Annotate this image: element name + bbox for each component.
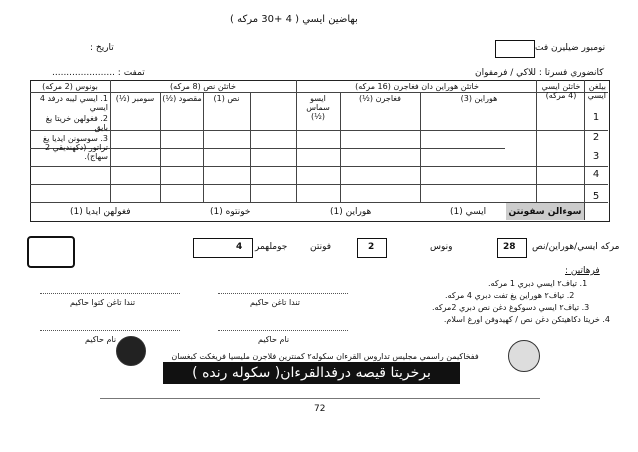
signature-line bbox=[218, 293, 348, 294]
name-line bbox=[40, 330, 180, 331]
banner: برخريتا قيصه درفدالقرءان( سکوله رنده ) bbox=[163, 362, 460, 384]
signature-label-2: تندا تاغن حاکيم bbox=[250, 298, 301, 307]
note-item: 4. خريتا دکاهيتکن دغن نص / کهيدوفن اورغ اسلام. bbox=[443, 315, 610, 324]
class-label: کانضوري فسرتا : للاکي / فرمفوان bbox=[475, 68, 604, 78]
emblem-right-icon bbox=[508, 340, 540, 372]
total-value: 28 bbox=[503, 242, 516, 252]
signature-label-1: تندا تاغن کتوا حاکيم bbox=[70, 298, 136, 307]
bonus-label: فونتن bbox=[310, 242, 332, 252]
footer-label: سوءالن سفونتن bbox=[508, 207, 582, 217]
header-nas: خاتئن نص (8 مرکه) bbox=[170, 82, 236, 91]
empty-total-box[interactable] bbox=[27, 236, 75, 268]
header-ayat: خاتئن ايسي (4 مرکه) bbox=[541, 82, 581, 100]
header-isi: ايسو سماس (½) bbox=[306, 94, 330, 121]
name-label-2: نام حاکيم bbox=[258, 335, 290, 344]
name-label-1: نام حاکيم bbox=[85, 335, 117, 344]
grade-label: تمفت : ...................... bbox=[52, 68, 145, 78]
note-item: 2. تياف٢ هوراين يغ تفت دبري 4 مرکه. bbox=[445, 291, 575, 300]
page-number: 72 bbox=[314, 404, 326, 414]
emblem-left-icon bbox=[116, 336, 146, 366]
footer-isi: ايسي (1) bbox=[450, 207, 487, 217]
note-item: 3. تياف٢ ايسي دسوکوغ دغن نص دبري 2مرکه. bbox=[432, 303, 590, 312]
header-sumber: سومبر (½) bbox=[115, 94, 155, 103]
row-number: 3 bbox=[592, 151, 600, 162]
jumlah-box[interactable] bbox=[193, 238, 253, 258]
page-title: بهاضين ايسي ( 4 +30 مرکه ) bbox=[230, 14, 358, 25]
name-box[interactable] bbox=[495, 40, 535, 58]
row-number: 1 bbox=[592, 112, 600, 123]
footer-contoh: خونتوه (1) bbox=[210, 207, 251, 217]
header-no: بيلغن ايسي bbox=[587, 82, 606, 100]
jumlah-label: جوملهمر bbox=[255, 242, 288, 252]
name-line bbox=[218, 330, 348, 331]
header-huruf3: هوراين (3) bbox=[460, 94, 498, 103]
signature-line bbox=[40, 293, 180, 294]
date-label: تاريخ : bbox=[90, 43, 114, 53]
nas-label: ونوس bbox=[430, 242, 453, 252]
header-maksud: مقصود (½) bbox=[162, 94, 202, 103]
bonus-note-1: 1. ايسي ليبه درفد 4 ايسي bbox=[39, 94, 108, 112]
row-number: 2 bbox=[592, 132, 600, 143]
bonus-value: 2 bbox=[368, 242, 375, 252]
header-huruf: خاتئن هوراين دان فغاجرن (16 مرکه) bbox=[355, 82, 479, 91]
notes-title: فرهاتين : bbox=[565, 266, 600, 276]
header-bonus: بونوس (2 مرکه) bbox=[42, 82, 98, 91]
header-nas1: نص (1) bbox=[213, 94, 240, 103]
row-number: 4 bbox=[592, 169, 600, 180]
bonus-note-3: 3. سوسونن ايديا يغ تراتور (دکهنديقي 2 سهاج). bbox=[42, 134, 108, 161]
header-fghajaran: فغاجرن (½) bbox=[359, 94, 401, 103]
summary-label: مرکه ايسي/هوراين/نص bbox=[532, 242, 620, 252]
row-number: 5 bbox=[592, 191, 600, 202]
footer-penutup: فغولهن ايديا (1) bbox=[70, 207, 131, 217]
jumlah-value: 4 bbox=[236, 242, 243, 252]
name-label: نومبور ضيليرن فت bbox=[535, 43, 606, 53]
footer-huraian: هوراين (1) bbox=[330, 207, 372, 217]
bonus-note-2: 2. فغولهن خريتا يغ بايق bbox=[45, 114, 108, 132]
footer-line: ففخاکيمن راسمي مجليس تداروس القرءان سکوله٢ کمنترين فلاجرن مليسيا فريغکت کبغسان bbox=[171, 352, 479, 361]
note-item: 1. تياف٢ ايسي دبري 1 مرکه. bbox=[488, 279, 588, 288]
